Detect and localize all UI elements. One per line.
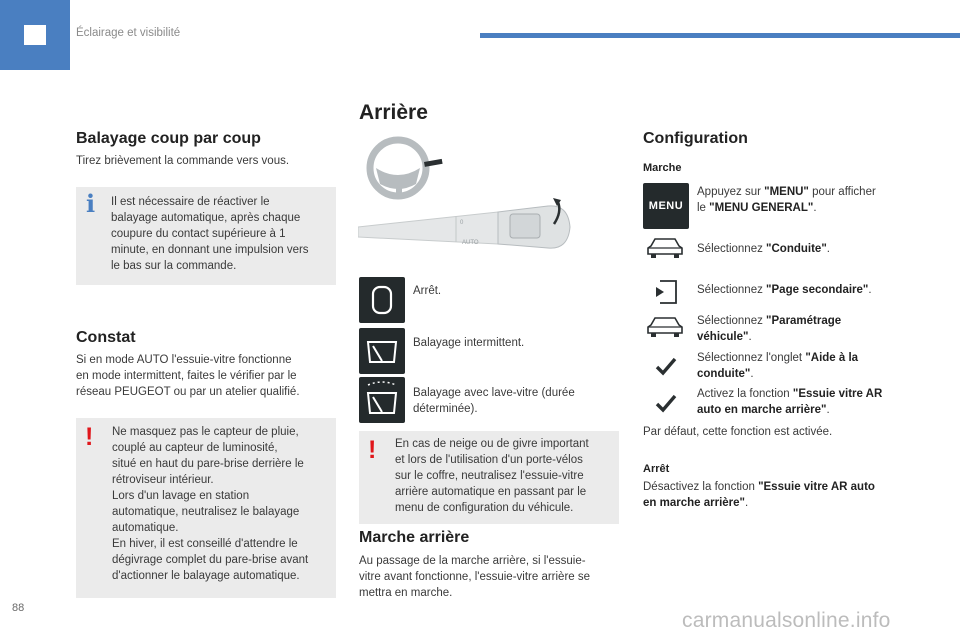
warning-box-constat — [76, 418, 336, 598]
mode-intermittent-label: Balayage intermittent. — [413, 337, 525, 349]
checkmark-icon — [655, 393, 677, 413]
warning-text: En cas de neige ou de givre important et lors de l'utilisation d'un porte-vélos sur le coffre, neutralisez l'essuie-vitre arrière automatique en passant par le menu de configuration du véhicule. — [395, 438, 589, 514]
default-text: Par défaut, cette fonction est activée. — [643, 426, 833, 438]
warning-icon: ! — [85, 423, 94, 451]
constat-title: Constat — [76, 329, 136, 346]
rear-wiper-washer-icon — [359, 377, 405, 423]
step-page-secondaire: Sélectionnez "Page secondaire". — [697, 284, 872, 296]
balayage-text: Tirez brièvement la commande vers vous. — [76, 155, 290, 167]
step-conduite: Sélectionnez "Conduite". — [697, 243, 830, 255]
warning-text: Ne masquez pas le capteur de pluie, couplé au capteur de luminosité, situé en haut du pare-brise derrière le rétroviseur intérieur. Lors d'un lavage en station automatique, neutralisez le balayage automatique. En hiver, il est conseillé d'attendre le dégivrage complet du pare-brise avant d'actionner le balayage automatique. — [112, 426, 309, 582]
warning-box-arriere — [359, 431, 619, 524]
arriere-title: Arrière — [359, 101, 428, 124]
mode-washer-label: Balayage avec lave-vitre (durée déterminée). — [413, 387, 575, 415]
secondary-page-icon — [652, 279, 680, 305]
page-number: 88 — [12, 602, 25, 614]
marche-arriere-title: Marche arrière — [359, 529, 470, 546]
info-box — [76, 187, 336, 285]
rear-wiper-intermittent-icon — [359, 328, 405, 374]
car-icon — [645, 234, 685, 260]
marche-arriere-text: Au passage de la marche arrière, si l'essuie- vitre avant fonctionne, l'essuie-vitre arrière se mettra en marche. — [359, 555, 591, 599]
arret-label: Arrêt — [643, 463, 670, 475]
wiper-stalk-illustration — [358, 132, 620, 268]
mode-off-label: Arrêt. — [413, 285, 442, 297]
marche-label: Marche — [643, 162, 682, 174]
checkmark-icon — [655, 356, 677, 376]
constat-text: Si en mode AUTO l'essuie-vitre fonctionne en mode intermittent, faites le vérifier par le réseau PEUGEOT ou par un atelier qualifié. — [76, 354, 300, 398]
rear-wiper-off-icon — [359, 277, 405, 323]
info-icon: i — [86, 189, 96, 218]
stalk-auto-label: AUTO — [462, 240, 479, 246]
chapter-tab-square — [24, 25, 46, 45]
warning-icon: ! — [368, 436, 377, 464]
step-menu: Appuyez sur "MENU" pour afficher le "MENU GENERAL". — [697, 186, 876, 214]
info-text: Il est nécessaire de réactiver le balayage automatique, après chaque coupure du contact supérieure à 1 minute, en donnant une impulsion vers le bas sur la commande. — [111, 196, 309, 272]
step-aide-conduite: Sélectionnez l'onglet "Aide à la conduite". — [697, 352, 859, 380]
arret-text: Désactivez la fonction "Essuie vitre AR auto en marche arrière". — [643, 481, 875, 509]
car-settings-icon — [645, 313, 685, 339]
chapter-title: Éclairage et visibilité — [76, 27, 181, 39]
configuration-title: Configuration — [643, 130, 748, 147]
menu-button: MENU — [643, 183, 689, 229]
stalk-off-label: 0 — [460, 220, 464, 226]
step-parametrage: Sélectionnez "Paramétrage véhicule". — [697, 315, 842, 343]
balayage-title: Balayage coup par coup — [76, 130, 261, 147]
watermark: carmanualsonline.info — [682, 609, 891, 632]
step-activer-fonction: Activez la fonction "Essuie vitre AR auto en marche arrière". — [697, 388, 883, 416]
header-rule — [480, 33, 960, 38]
